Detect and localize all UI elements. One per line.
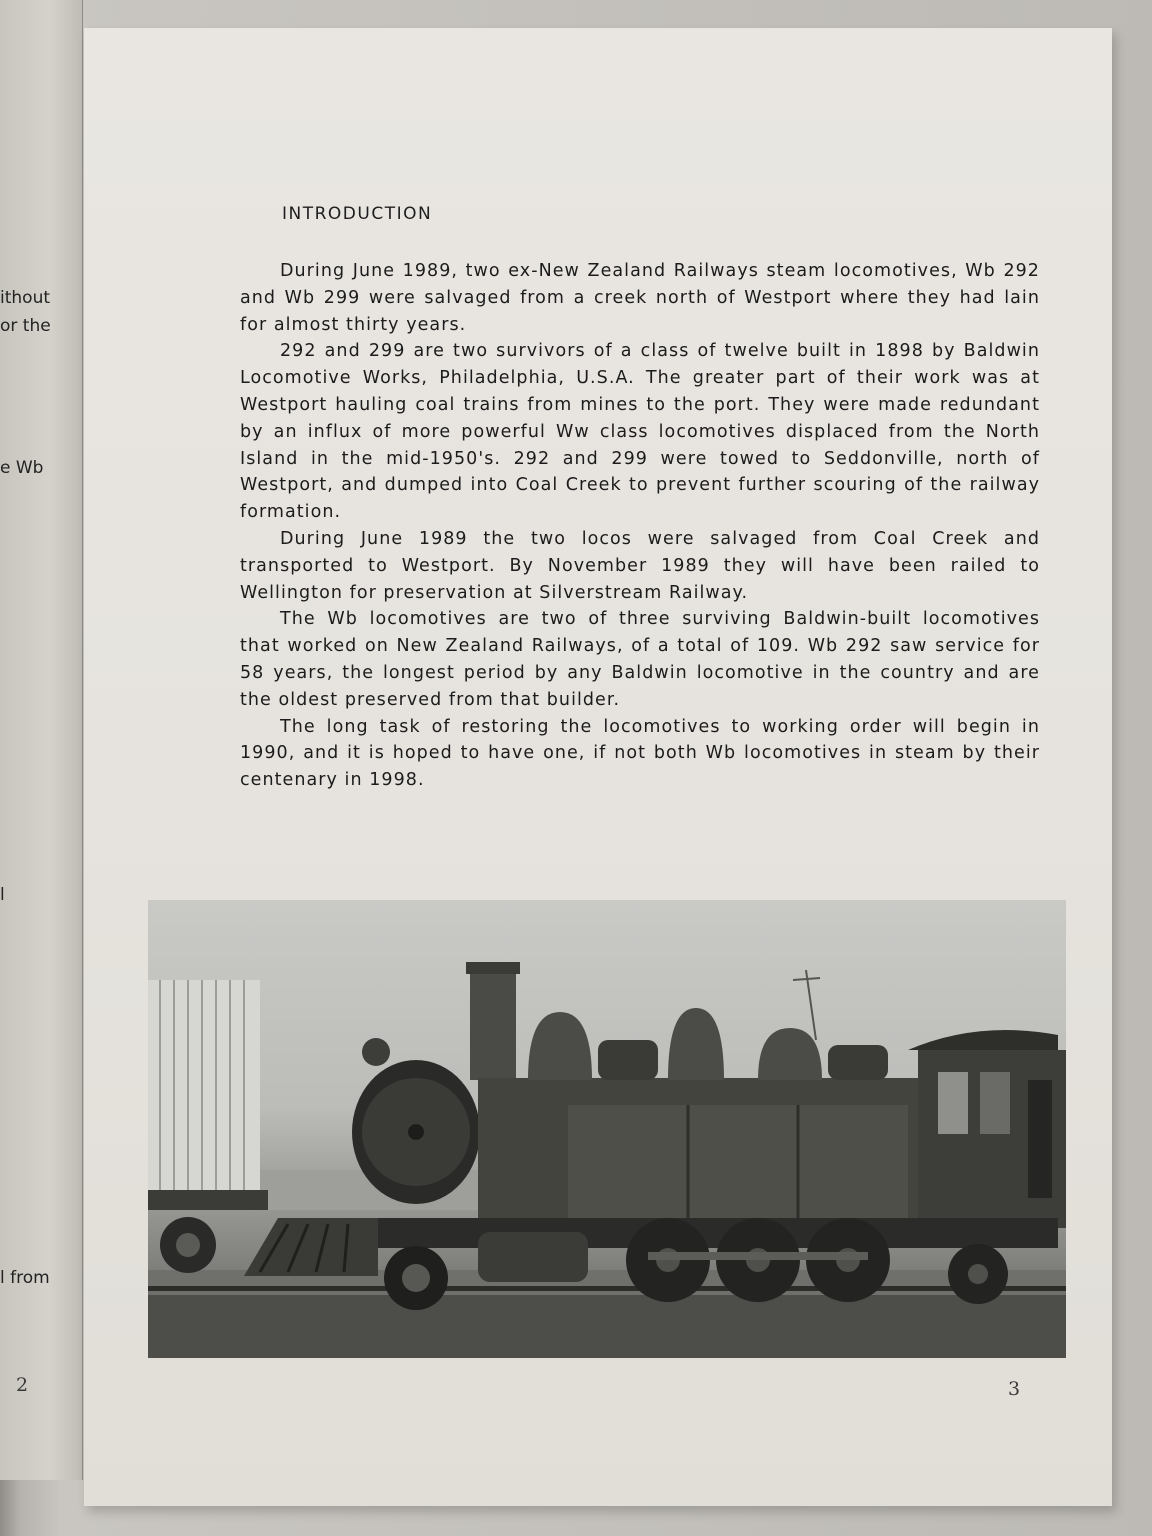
right-page xyxy=(84,28,1112,1506)
left-text-fragment: l from xyxy=(0,1268,50,1288)
left-page xyxy=(0,0,83,1480)
left-text-fragment: l xyxy=(0,885,5,905)
section-heading: INTRODUCTION xyxy=(282,204,433,224)
paragraph: During June 1989 the two locos were salvaged from Coal Creek and transported to Westport. By November 1989 they will have been railed to Wellington for preservation at Silverstream Railway. xyxy=(240,528,1040,603)
left-page-number: 2 xyxy=(16,1374,29,1396)
left-text-fragment: ithout xyxy=(0,288,51,308)
paragraph: The Wb locomotives are two of three surviving Baldwin-built locomotives that worked on New Zealand Railways, of a total of 109. Wb 292 saw service for 58 years, the longest period by any Baldwin locomotive in the country and are the oldest preserved from that builder. xyxy=(240,609,1040,710)
paragraph: During June 1989, two ex-New Zealand Railways steam locomotives, Wb 292 and Wb 299 were salvaged from a creek north of Westport where they had lain for almost thirty years. xyxy=(240,261,1040,335)
locomotive-illustration xyxy=(148,900,1066,1358)
paragraph: The long task of restoring the locomotives to working order will begin in 1990, and it is hoped to have one, if not both Wb locomotives in steam by their centenary in 1998. xyxy=(240,716,1040,791)
right-page-number: 3 xyxy=(1008,1378,1021,1400)
left-text-fragment: e Wb xyxy=(0,458,44,478)
paragraph: 292 and 299 are two survivors of a class of twelve built in 1898 by Baldwin Locomotive Works, Philadelphia, U.S.A. The greater part of their work was at Westport hauling coal trains from mines to the port. They were made redundant by an influx of more powerful Ww class locomotives displaced from the North Island in the mid-1950's. 292 and 299 were towed to Seddonville, north of Westport, and dumped into Coal Creek to prevent further scouring of the railway formation. xyxy=(240,341,1040,523)
introduction-body xyxy=(240,258,1040,794)
left-text-fragment: or the xyxy=(0,316,51,336)
locomotive-photo xyxy=(148,900,1066,1358)
